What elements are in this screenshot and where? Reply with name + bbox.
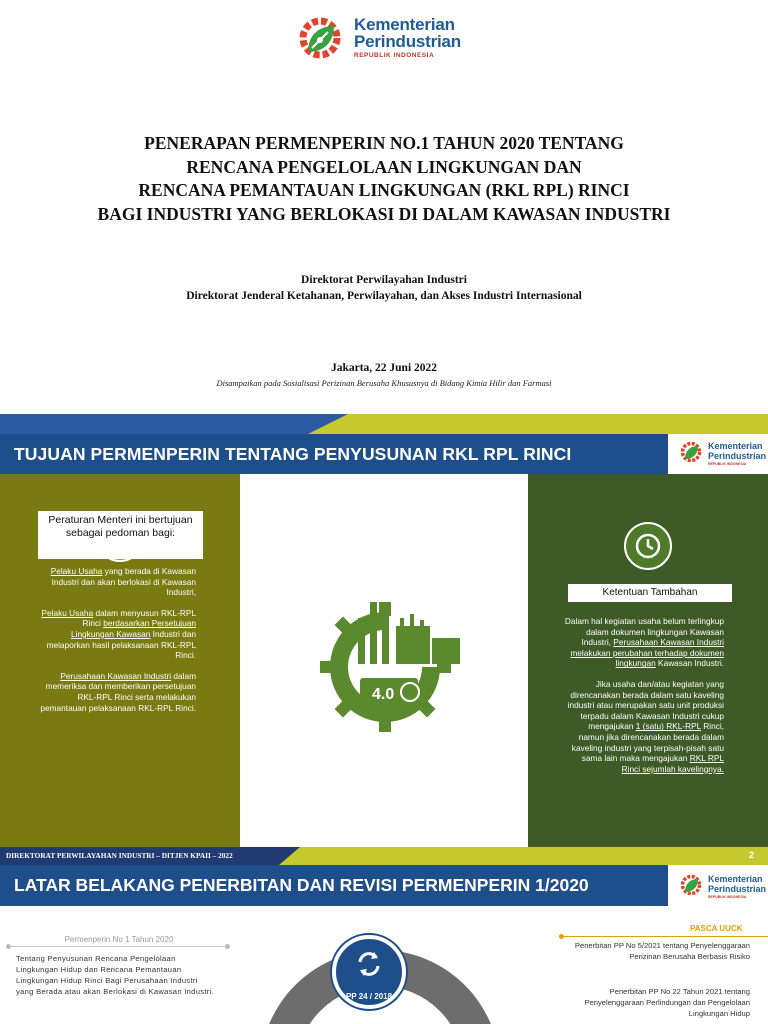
logo-line-2: Perindustrian [708, 450, 767, 461]
divider-dot [225, 944, 230, 949]
provision-text: Rinci, namun jika direncanakan berada dalam kaveling industri yang terpisah-pisah satu sama lain maka mengajukan [571, 721, 724, 764]
gear-label: 4.0 [372, 686, 395, 703]
objective-list [40, 566, 196, 723]
slide-title: LATAR BELAKANG PENERBITAN DAN REVISI PERMENPERIN 1/2020 [14, 875, 589, 895]
objective-text: yang berada di Kawasan Industri dan akan berlokasi di Kawasan Industri, [51, 566, 196, 598]
objective-item [40, 608, 196, 661]
gear-leaf-icon [678, 438, 706, 466]
provision-emphasis: RKL RPL Rinci sejumlah kavelingnya. [621, 753, 724, 774]
presentation-title [0, 132, 768, 226]
org-line: Direktorat Jenderal Ketahanan, Perwilayahan, dan Akses Industri Internasional [186, 290, 582, 302]
date-location: Jakarta, 22 Juni 2022 [330, 362, 438, 374]
regulation-item: Penerbitan PP No 5/2021 tentang Penyelenggaraan Perizinan Berusaha Berbasis Risiko [574, 941, 750, 961]
top-accent-bar-yellow [308, 414, 768, 434]
provision-item [564, 616, 724, 669]
slide-1 [0, 0, 768, 414]
gear-leaf-icon [294, 12, 350, 64]
logo-line-3: REPUBLIK INDONESIA [354, 52, 435, 59]
logo-line-1: Kementerian [708, 441, 763, 451]
objective-text: Industri dan melaporkan hasil pelaksanaan RKL-RPL Rinci. [46, 628, 196, 661]
logo-line-2: Perindustrian [708, 883, 767, 894]
divider [8, 946, 230, 947]
logo-line-3: REPUBLIK INDONESIA [708, 462, 747, 466]
kemenperin-logo [294, 12, 461, 64]
slide-title: TUJUAN PERMENPERIN TENTANG PENYUSUNAN RKL RPL RINCI [14, 444, 572, 464]
provision-text: Dalam hal kegiatan usaha belum terlingkup dalam dokumen lingkungan Kawasan Industri, [564, 616, 724, 648]
slide-3 [0, 865, 768, 1024]
kemenperin-logo-small [678, 871, 766, 907]
page-number: 2 [748, 850, 754, 860]
provision-emphasis: 1 (satu) RKL-RPL [635, 721, 701, 732]
objective-label: Peraturan Menteri ini bertujuan sebagai pedoman bagi: [38, 511, 203, 559]
divider-dot [559, 934, 564, 939]
clock-icon [624, 522, 672, 570]
event-note: Disampaikan pada Sosialisasi Perizinan Berusaha Khususnya di Bidang Kimia Hilir dan Farmasi [216, 378, 552, 388]
title-line: PENERAPAN PERMENPERIN NO.1 TAHUN 2020 TENTANG [144, 133, 624, 153]
logo-line-1: Kementerian [354, 15, 455, 34]
objective-text: dalam memeriksa dan memberikan persetujuan RKL-RPL Rinci serta melakukan pemantauan pelaksanaan RKL-RPL Rinci. [40, 670, 196, 713]
industry-gear-icon [300, 582, 470, 742]
logo-line-2: Perindustrian [354, 32, 461, 51]
term-perusahaan-ki: Perusahaan Kawasan Industri [60, 670, 172, 681]
provisions-list [564, 616, 724, 784]
footer-text: DIREKTORAT PERWILAYAHAN INDUSTRI – DITJEN KPAII – 2022 [6, 851, 233, 860]
left-heading: Permenperin No 1 Tahun 2020 [64, 935, 174, 944]
term-persetujuan: berdasarkan Persetujuan Lingkungan Kawasan [70, 618, 196, 639]
provision-text: Jika usaha dan/atau kegiatan yang direncanakan berada dalam satu kaveling industri atau merupakan satu unit produksi terpadu dalam Kawasan Industri cukup mengajukan [567, 678, 724, 732]
right-heading: PASCA UUCK [690, 924, 743, 933]
organization-block [0, 272, 768, 304]
term-pelaku-usaha: Pelaku Usaha [50, 566, 103, 576]
objective-item [40, 671, 196, 713]
title-line: RENCANA PENGELOLAAN LINGKUNGAN DAN [186, 156, 582, 177]
term-pelaku-usaha: Pelaku Usaha [41, 607, 94, 618]
timeline-node-label: PP 24 / 2018 [345, 992, 393, 1001]
slide-2 [0, 414, 768, 865]
title-line: BAGI INDUSTRI YANG BERLOKASI DI DALAM KAWASAN INDUSTRI [97, 203, 671, 224]
gear-leaf-icon [678, 871, 706, 899]
divider-dot [6, 944, 11, 949]
provision-text: Kawasan Industri. [655, 658, 724, 669]
refresh-icon [354, 949, 384, 979]
kemenperin-logo-small [678, 438, 766, 474]
objective-item [40, 566, 196, 598]
provision-item [564, 679, 724, 774]
divider [562, 936, 768, 937]
logo-line-3: REPUBLIK INDONESIA [708, 895, 747, 899]
title-line: RENCANA PEMANTAUAN LINGKUNGAN (RKL RPL) RINCI [138, 180, 630, 200]
logo-line-1: Kementerian [708, 874, 763, 884]
objective-text: dalam menyusun RKL-RPL Rinci [82, 607, 196, 629]
org-line: Direktorat Perwilayahan Industri [301, 274, 467, 286]
additional-provisions-label: Ketentuan Tambahan [568, 584, 732, 602]
regulation-item: Penerbitan PP No 22 Tahun 2021 tentang Penyelenggaraan Perlindungan dan Pengelolaan Lingkungan Hidup [584, 987, 750, 1018]
provision-emphasis: Perusahaan Kawasan Industri melakukan perubahan terhadap dokumen lingkungan [570, 637, 724, 669]
left-description: Tentang Penyusunan Rencana Pengelolaan Lingkungan Hidup dan Rencana Pemantauan Lingkungan Hidup Rinci Bagi Perusahaan Industri yang Berada atau akan Berlokasi di Kawasan Industri. [16, 954, 214, 996]
